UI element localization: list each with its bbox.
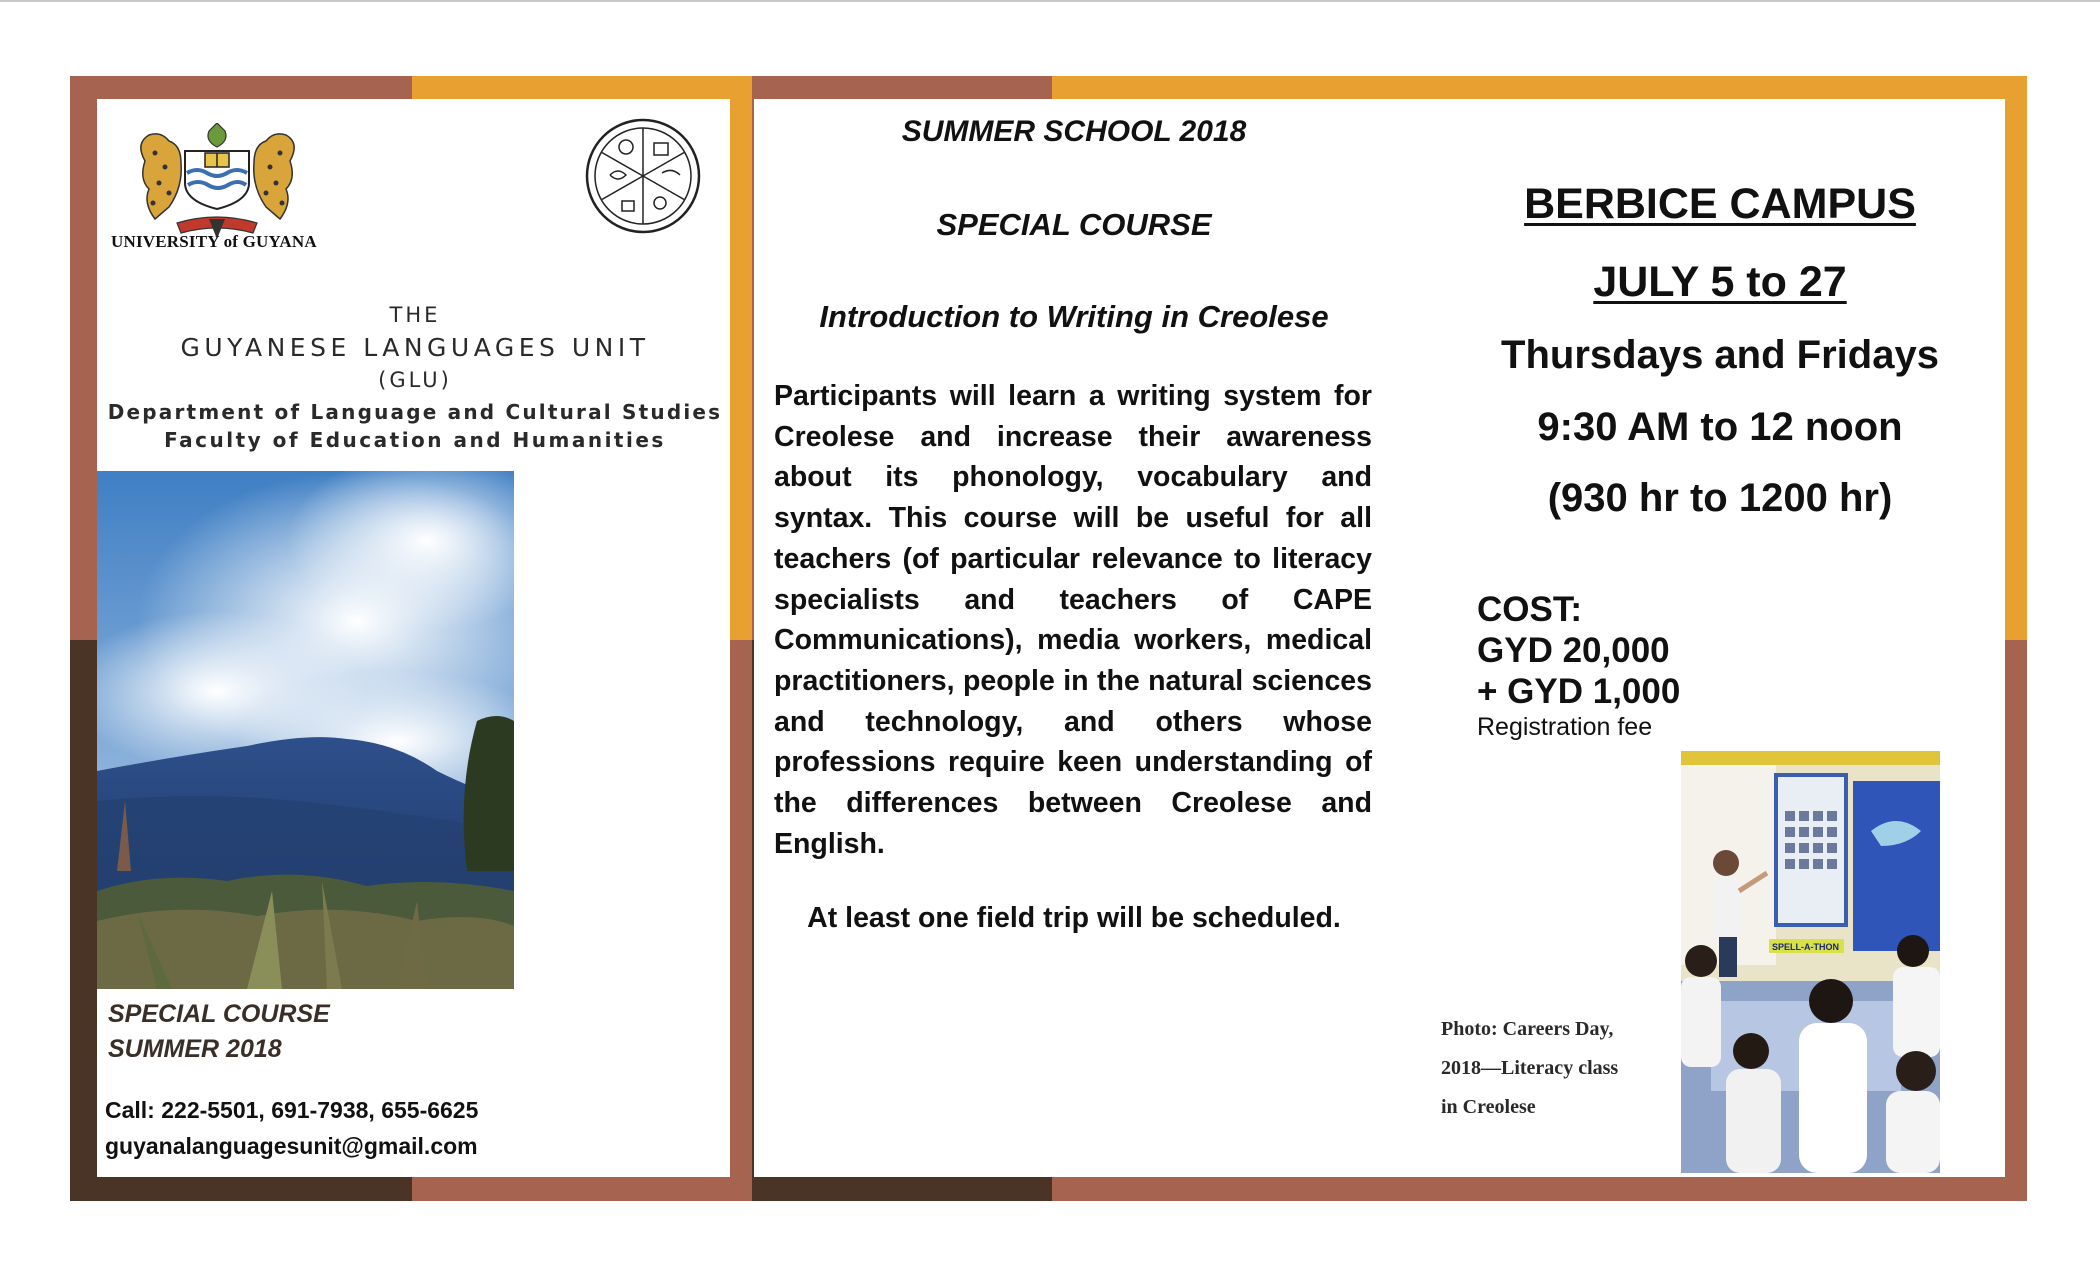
special-course-title: SPECIAL COURSE <box>936 207 1212 242</box>
contact-email: guyanalanguagesunit@gmail.com <box>105 1133 478 1159</box>
classroom-sign: SPELL-A-THON <box>1772 942 1839 952</box>
registration-label: Registration fee <box>1477 713 1653 741</box>
course-time-24h: (930 hr to 1200 hr) <box>1547 476 1893 520</box>
top-rule <box>0 0 2100 2</box>
course-days: Thursdays and Fridays <box>1501 333 1939 377</box>
contact-phone: Call: 222-5501, 691-7938, 655-6625 <box>105 1097 479 1123</box>
course-description: Participants will learn a writing system for Creolese and increase their awareness about its phonology, vocabulary and syntax. This course will be useful for all teachers (of particular relevance to literacy specialists and teachers of CAPE Communications), media workers, medical practitioners, people in the natural sciences and technology, and others whose professions require keen understanding of the differences between Creolese and English. <box>774 380 1372 860</box>
left-summer-year: SUMMER 2018 <box>108 1035 282 1063</box>
university-crest-icon <box>125 123 310 245</box>
cost-amount: GYD 20,000 <box>1477 631 1670 670</box>
photo-caption-line-1: Photo: Careers Day, <box>1441 1018 1614 1040</box>
department-name: Department of Language and Cultural Studies <box>107 400 723 424</box>
course-dates: JULY 5 to 27 <box>1593 258 1847 306</box>
unit-abbreviation: (GLU) <box>378 368 452 392</box>
photo-caption-line-3: in Creolese <box>1441 1096 1536 1118</box>
mountain-landscape-photo <box>97 471 514 989</box>
university-name: UNIVERSITY of GUYANA <box>111 232 317 251</box>
unit-seal-icon <box>584 117 702 235</box>
classroom-photo <box>1681 751 1940 1173</box>
unit-name: GUYANESE LANGUAGES UNIT <box>180 333 650 362</box>
summer-school-title: SUMMER SCHOOL 2018 <box>901 115 1247 148</box>
faculty-name: Faculty of Education and Humanities <box>164 428 666 452</box>
registration-amount: + GYD 1,000 <box>1477 672 1681 711</box>
course-time: 9:30 AM to 12 noon <box>1537 405 1903 449</box>
unit-the: THE <box>389 303 441 327</box>
left-special-course: SPECIAL COURSE <box>108 1000 330 1028</box>
course-title: Introduction to Writing in Creolese <box>819 299 1329 334</box>
field-trip-note: At least one field trip will be scheduled. <box>807 902 1341 934</box>
campus-name: BERBICE CAMPUS <box>1524 180 1916 228</box>
cost-label: COST: <box>1477 590 1582 629</box>
photo-caption <box>1441 1010 1666 1127</box>
photo-caption-line-2: 2018—Literacy class <box>1441 1057 1619 1079</box>
